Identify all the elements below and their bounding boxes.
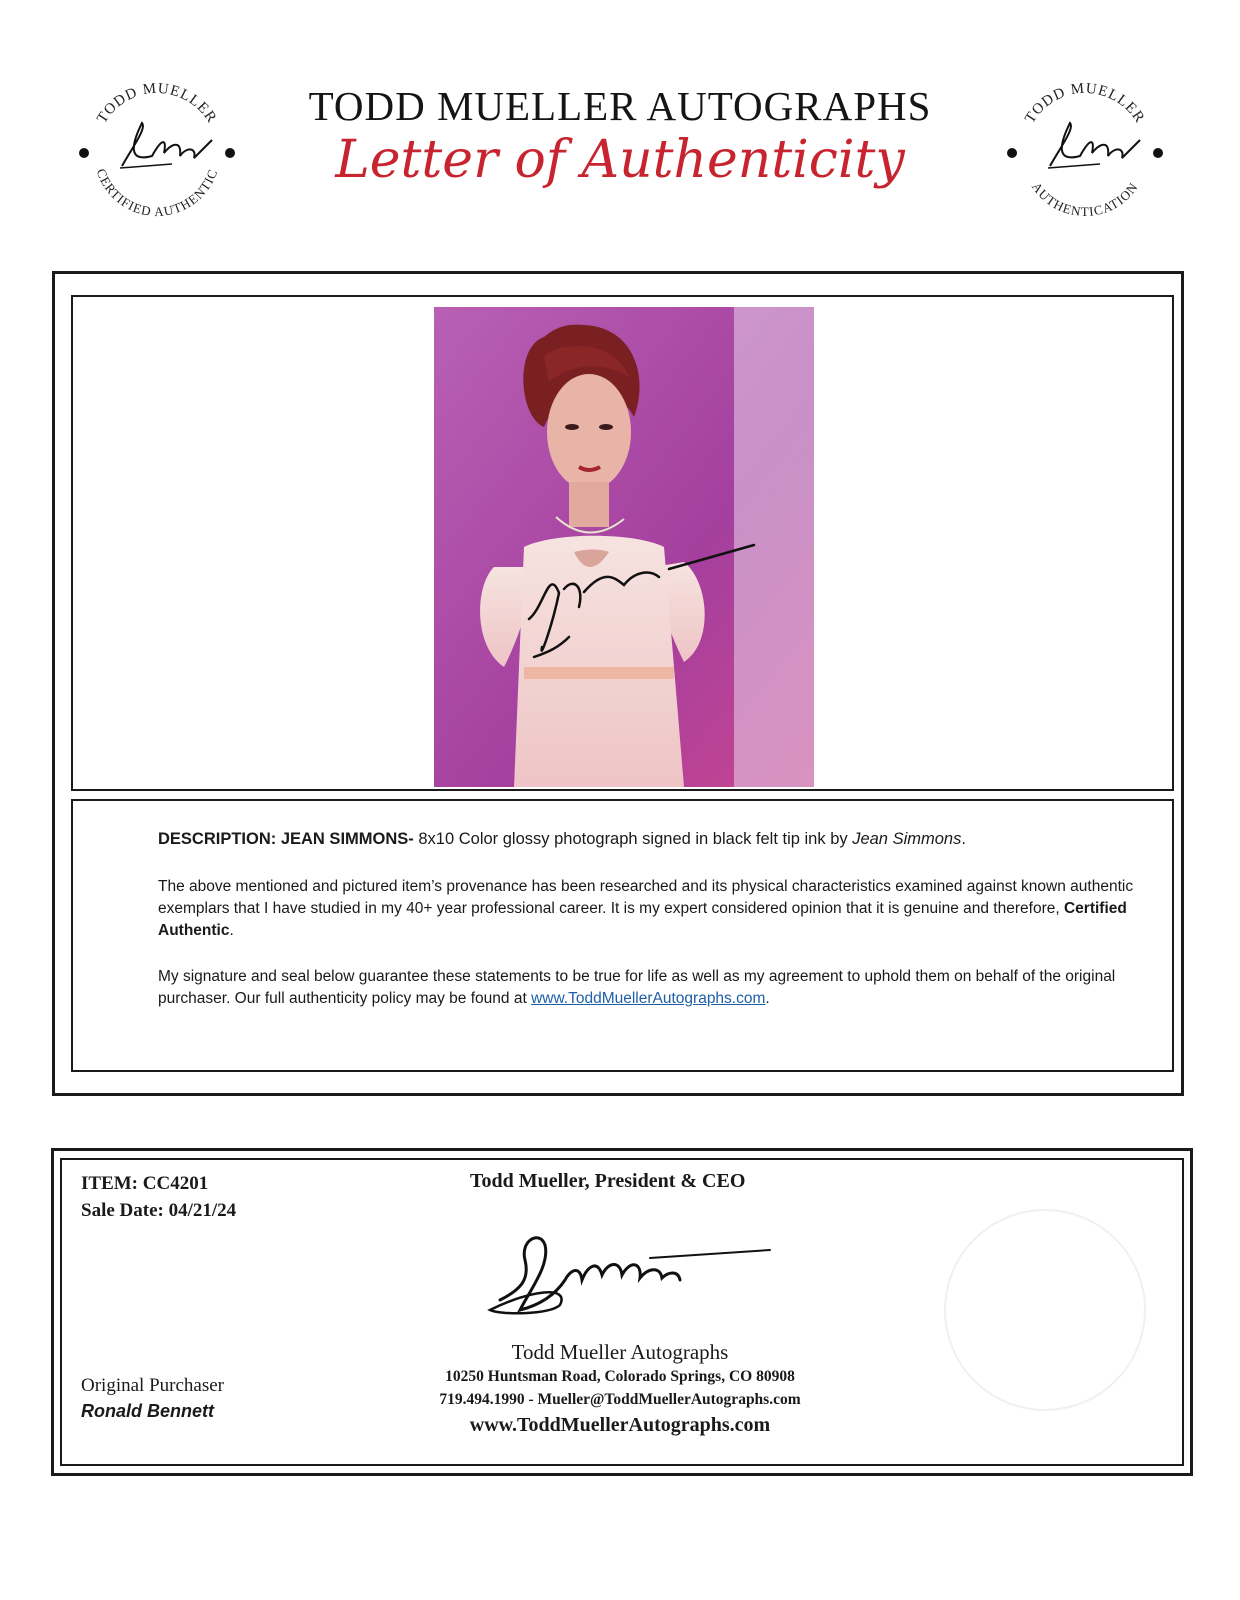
signed-photograph (434, 307, 814, 787)
letter-of-authenticity-heading: Letter of Authenticity (335, 130, 905, 190)
purchaser-name: Ronald Bennett (81, 1401, 214, 1421)
purchaser-label: Original Purchaser (81, 1375, 224, 1396)
company-address: 10250 Huntsman Road, Colorado Springs, CO 80908 (445, 1368, 795, 1385)
company-contact: 719.494.1990 - Mueller@ToddMuellerAutographs.com (439, 1391, 801, 1408)
svg-text:TODD MUELLER: TODD MUELLER (1022, 80, 1148, 127)
sale-date: Sale Date: 04/21/24 (81, 1200, 237, 1221)
item-number: ITEM: CC4201 (81, 1173, 209, 1194)
svg-text:CERTIFIED AUTHENTIC: CERTIFIED AUTHENTIC (93, 166, 221, 220)
signer-name: Jean Simmons (852, 830, 962, 848)
svg-text:AUTHENTICATION: AUTHENTICATION (1028, 179, 1142, 220)
guarantee-paragraph: My signature and seal below guarantee these statements to be true for life as well as my agreement to uphold them on behalf of the original purchaser. Our full authenticity policy may be found at www.ToddMuellerAutographs.com. (158, 968, 1116, 1007)
svg-text:TODD MUELLER: TODD MUELLER (94, 80, 220, 127)
provenance-paragraph: The above mentioned and pictured item’s provenance has been researched and its physical characteristics examined against known authentic exemplars that I have studied in my 40+ year professional career. It is my expert considered opinion that it is genuine and therefore, Certified Authentic. (158, 878, 1134, 939)
ceo-title: Todd Mueller, President & CEO (470, 1170, 746, 1192)
description-line: DESCRIPTION: JEAN SIMMONS- 8x10 Color glossy photograph signed in black felt tip ink by Jean Simmons. (158, 830, 966, 848)
ceo-signature (470, 1220, 790, 1330)
company-name: Todd Mueller Autographs (511, 1340, 729, 1364)
company-website[interactable]: www.ToddMuellerAutographs.com (469, 1414, 771, 1436)
website-link[interactable]: www.ToddMuellerAutographs.com (531, 990, 766, 1007)
authentication-seal (1000, 68, 1170, 238)
faint-seal-watermark (935, 1190, 1155, 1430)
company-title: TODD MUELLER AUTOGRAPHS (308, 83, 932, 129)
description-text: 8x10 Color glossy photograph signed in black felt tip ink by (413, 830, 853, 848)
certified-authentic-seal (72, 68, 242, 238)
certified-authentic-text: Certified Authentic (158, 900, 1127, 939)
description-label: DESCRIPTION: JEAN SIMMONS- (158, 830, 414, 848)
